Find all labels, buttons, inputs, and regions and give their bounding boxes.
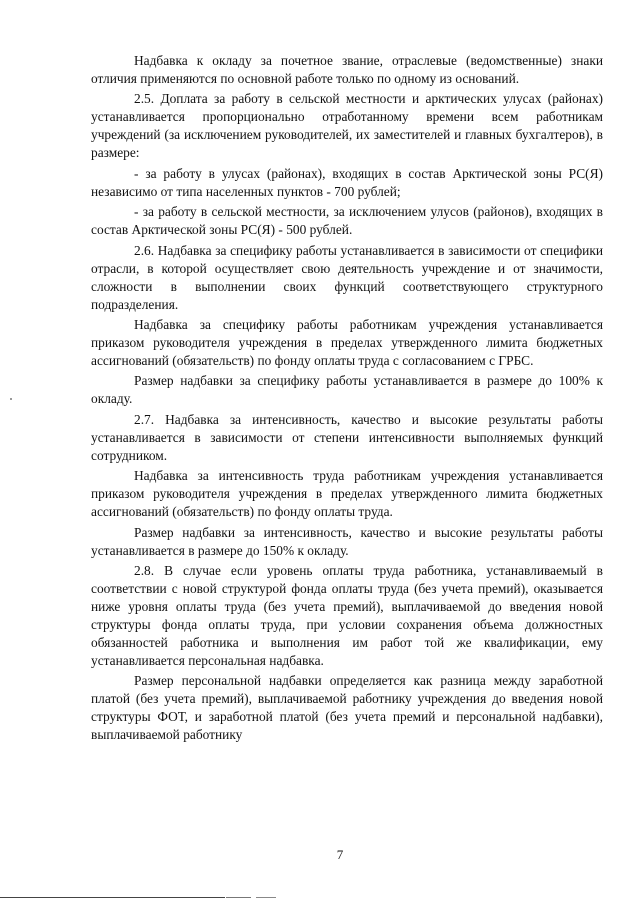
paragraph-2-5-rural-arctic-payment: 2.5. Доплата за работу в сельской местности и арктических улусах (районах) устанавливается пропорционально отработанному времени всем работникам учреждений (за исключением руководителей, их заместителей и главных бухгалтеров), в размере: xyxy=(91,91,603,161)
paragraph-2-6-specifics-bonus: 2.6. Надбавка за специфику работы устанавливается в зависимости от специфики отрасли, в которой осуществляет свою деятельность учреждение и от значимости, сложности в выполнении своих функций соответствующего структурного подразделения. xyxy=(91,242,603,312)
page-number: 7 xyxy=(336,847,344,862)
scan-speck xyxy=(10,398,12,400)
paragraph-honorary-title-bonus: Надбавка к окладу за почетное звание, отраслевые (ведомственные) знаки отличия применяются по основной работе только по одному из оснований. xyxy=(91,53,603,86)
paragraph-specifics-bonus-order: Надбавка за специфику работы работникам учреждения устанавливается приказом руководителя учреждения в пределах утвержденного лимита бюджетных ассигнований (обязательств) по фонду оплаты труда с согласованием с ГРБС. xyxy=(91,316,603,368)
paragraph-specifics-bonus-size: Размер надбавки за специфику работы устанавливается в размере до 100% к окладу. xyxy=(91,373,603,407)
paragraph-2-7-intensity-bonus: 2.7. Надбавка за интенсивность, качество и высокие результаты работы устанавливается в зависимости от степени интенсивности выполняемых функций сотрудником. xyxy=(91,411,603,463)
document-body xyxy=(91,52,603,747)
paragraph-intensity-bonus-size: Размер надбавки за интенсивность, качество и высокие результаты работы устанавливается в размере до 150% к окладу. xyxy=(91,524,603,558)
list-item-arctic-zone-payment: - за работу в улусах (районах), входящих в состав Арктической зоны РС(Я) независимо от типа населенных пунктов - 700 рублей; xyxy=(91,165,603,199)
scan-edge-line xyxy=(0,897,225,898)
paragraph-2-8-personal-bonus: 2.8. В случае если уровень оплаты труда работника, устанавливаемый в соответствии с новой структурой фонда оплаты труда (без учета премий), оказывается ниже уровня оплаты труда (без учета премий), выплачиваемой до введения новой структуры фонда оплаты труда, при условии сохранения объема должностных обязанностей работника и выполнения им работ той же квалификации, ему устанавливается персональная надбавка. xyxy=(91,562,603,668)
scan-edge-line xyxy=(256,897,276,898)
list-item-rural-payment: - за работу в сельской местности, за исключением улусов (районов), входящих в состав Арктической зоны РС(Я) - 500 рублей. xyxy=(91,204,603,238)
paragraph-intensity-bonus-order: Надбавка за интенсивность труда работникам учреждения устанавливается приказом руководителя учреждения в пределах утвержденного лимита бюджетных ассигнований (обязательств) по фонду оплаты труда. xyxy=(91,468,603,520)
scan-edge-line xyxy=(226,897,251,898)
paragraph-personal-bonus-size: Размер персональной надбавки определяется как разница между заработной платой (без учета премий), выплачиваемой работнику учреждения до введения новой структуры ФОТ, и заработной платой (без учета премий и персональной надбавки), выплачиваемой работнику xyxy=(91,673,603,743)
